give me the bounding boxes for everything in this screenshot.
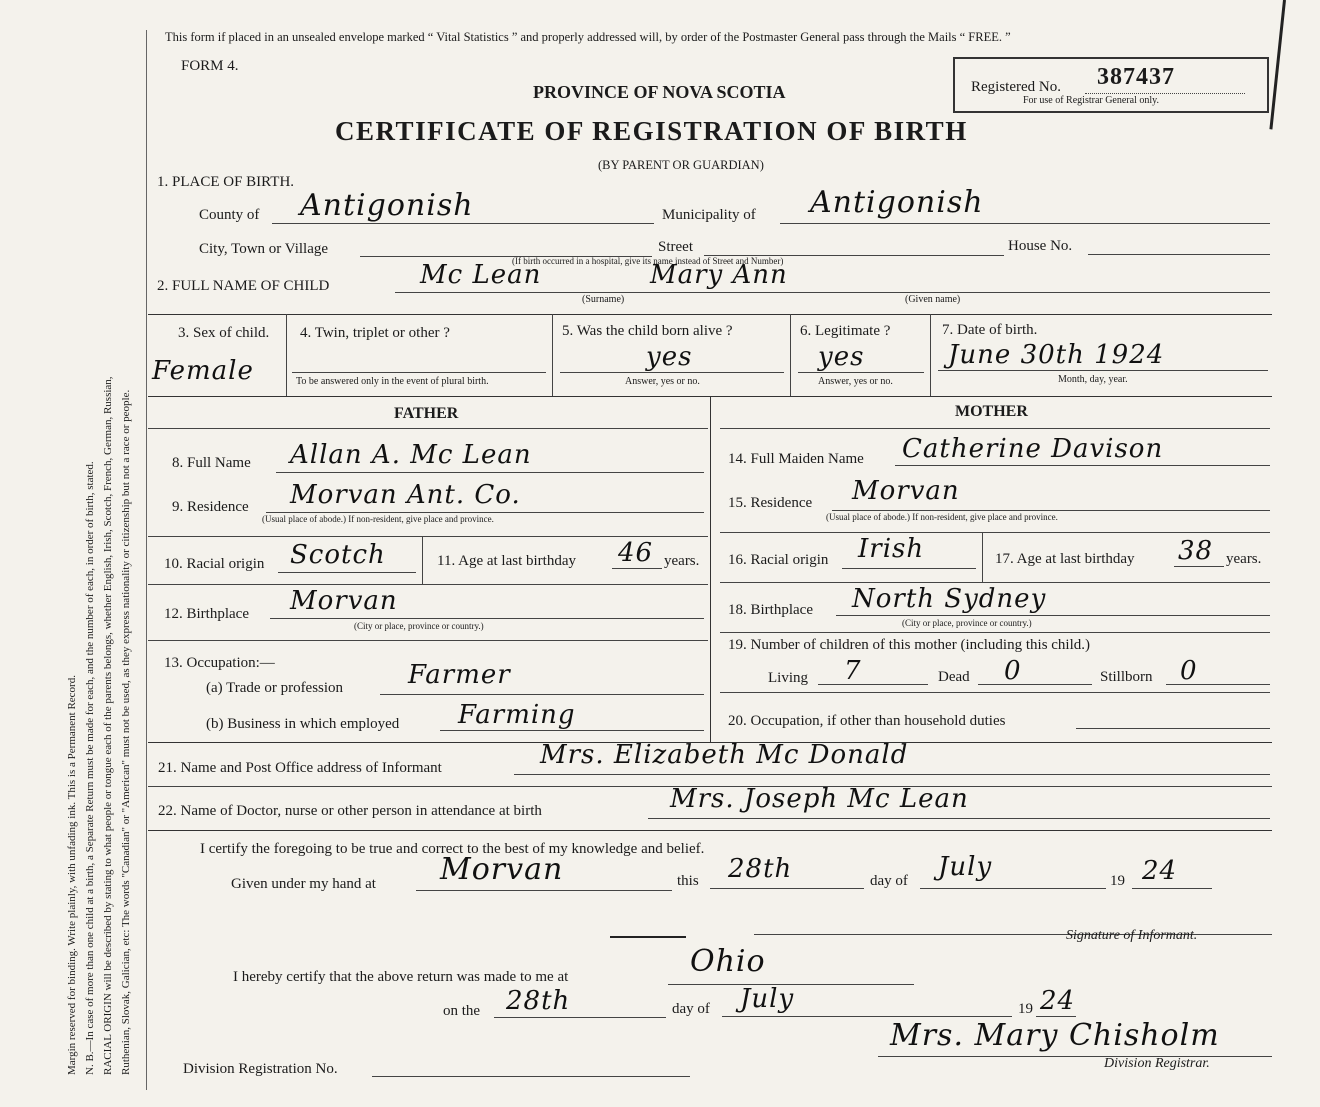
father-race-value: Scotch	[290, 540, 386, 570]
father-age-value: 46	[618, 538, 654, 568]
dead-label: Dead	[938, 669, 970, 685]
county-label: County of	[199, 207, 260, 223]
mother-age-label: 17. Age at last birthday	[995, 551, 1135, 567]
registered-label: Registered No.	[971, 79, 1061, 95]
dob-value: June 30th 1924	[948, 340, 1165, 370]
father-name-label: 8. Full Name	[172, 455, 251, 471]
certify-day-of-label: day of	[870, 873, 908, 889]
mother-years-label: years.	[1226, 551, 1262, 567]
place-label: 1. PLACE OF BIRTH.	[157, 174, 295, 190]
street-label: Street	[658, 239, 693, 255]
registrar-caption: Division Registrar.	[1104, 1056, 1210, 1071]
mother-birthplace-note: (City or place, province or country.)	[902, 618, 1032, 628]
registrar-place-value: Ohio	[690, 944, 766, 979]
alive-note: Answer, yes or no.	[625, 376, 700, 387]
dead-value: 0	[1004, 656, 1022, 686]
municipality-value: Antigonish	[810, 185, 984, 220]
father-age-label: 11. Age at last birthday	[437, 553, 576, 569]
certify-month-value: July	[938, 852, 993, 882]
alive-value: yes	[646, 342, 693, 372]
certify-statement: I certify the foregoing to be true and correct to the best of my knowledge and belief.	[200, 841, 705, 857]
child-surname: Mc Lean	[420, 260, 542, 290]
mother-race-value: Irish	[858, 534, 925, 564]
registered-box	[953, 57, 1269, 113]
informant-signature-caption: Signature of Informant.	[1066, 928, 1198, 943]
mother-birthplace-label: 18. Birthplace	[728, 602, 813, 618]
business-value: Farming	[458, 700, 576, 730]
house-label: House No.	[1008, 238, 1073, 254]
dob-label: 7. Date of birth.	[942, 322, 1038, 338]
father-residence-value: Morvan Ant. Co.	[290, 480, 521, 510]
mother-residence-value: Morvan	[852, 476, 960, 506]
margin-note-3: RACIAL ORIGIN will be described by stating to what people or tongue each of the parents belongs, whether English, Irish, Scotch, French, German, Russian,	[102, 376, 114, 1075]
county-value: Antigonish	[300, 188, 474, 223]
registered-number: 387437	[1097, 64, 1175, 90]
twin-note: To be answered only in the event of plural birth.	[296, 376, 489, 387]
child-given-name: Mary Ann	[650, 260, 788, 290]
surname-caption: (Surname)	[582, 294, 625, 305]
father-birthplace-label: 12. Birthplace	[164, 606, 249, 622]
sex-label: 3. Sex of child.	[178, 325, 270, 341]
business-label: (b) Business in which employed	[206, 716, 400, 732]
hospital-note: (If birth occurred in a hospital, give its name instead of Street and Number)	[512, 256, 784, 266]
mother-occupation-label: 20. Occupation, if other than household duties	[728, 713, 1006, 729]
father-occupation-label: 13. Occupation:—	[164, 655, 275, 671]
alive-label: 5. Was the child born alive ?	[562, 323, 733, 339]
dob-note: Month, day, year.	[1058, 374, 1128, 385]
legitimate-note: Answer, yes or no.	[818, 376, 893, 387]
stillborn-value: 0	[1180, 656, 1198, 686]
father-heading: FATHER	[394, 405, 459, 422]
father-birthplace-note: (City or place, province or country.)	[354, 621, 484, 631]
mother-residence-label: 15. Residence	[728, 495, 813, 511]
page-subtitle: (BY PARENT OR GUARDIAN)	[598, 158, 764, 172]
informant-value: Mrs. Elizabeth Mc Donald	[540, 740, 909, 770]
father-race-label: 10. Racial origin	[164, 556, 265, 572]
form-number: FORM 4.	[181, 58, 239, 74]
registrar-day-value: 28th	[506, 986, 571, 1016]
mail-notice: This form if placed in an unsealed envelope marked “ Vital Statistics ” and properly addressed will, by order of the Postmaster General pass through the Mails “ FREE. ”	[165, 30, 1011, 44]
living-value: 7	[844, 656, 862, 686]
mother-name-value: Catherine Davison	[902, 434, 1164, 464]
this-label: this	[677, 873, 699, 889]
page-title: CERTIFICATE OF REGISTRATION OF BIRTH	[335, 116, 968, 146]
twin-label: 4. Twin, triplet or other ?	[300, 325, 450, 341]
municipality-label: Municipality of	[662, 207, 756, 223]
mother-age-value: 38	[1178, 536, 1214, 566]
legitimate-value: yes	[818, 342, 865, 372]
doctor-value: Mrs. Joseph Mc Lean	[670, 784, 969, 814]
stillborn-label: Stillborn	[1100, 669, 1153, 685]
on-the-label: on the	[443, 1003, 481, 1019]
living-label: Living	[768, 670, 808, 686]
given-under-label: Given under my hand at	[231, 876, 376, 892]
father-name-value: Allan A. Mc Lean	[290, 440, 532, 470]
father-years-label: years.	[664, 553, 700, 569]
informant-label: 21. Name and Post Office address of Informant	[158, 760, 442, 776]
mother-name-label: 14. Full Maiden Name	[728, 451, 864, 467]
certify-year-value: 24	[1142, 856, 1178, 886]
mother-heading: MOTHER	[955, 403, 1028, 420]
doctor-label: 22. Name of Doctor, nurse or other person in attendance at birth	[158, 803, 542, 819]
given-place-value: Morvan	[440, 852, 564, 887]
registrar-statement: I hereby certify that the above return was made to me at	[233, 969, 569, 985]
mother-race-label: 16. Racial origin	[728, 552, 829, 568]
margin-note-1: Margin reserved for binding. Write plainly, with unfading ink. This is a Permanent Record.	[66, 675, 78, 1075]
father-residence-note: (Usual place of abode.) If non-resident, give place and province.	[262, 514, 494, 524]
children-label: 19. Number of children of this mother (including this child.)	[728, 637, 1091, 653]
legitimate-label: 6. Legitimate ?	[800, 323, 891, 339]
registrar-year-prefix: 19	[1018, 1001, 1033, 1017]
margin-note-2: N. B.—In case of more than one child at a birth, a Separate Return must be made for each, and the number of each, in order of birth, stated.	[84, 461, 96, 1075]
registrar-month-value: July	[740, 984, 795, 1014]
trade-label: (a) Trade or profession	[206, 680, 344, 696]
registrar-signature: Mrs. Mary Chisholm	[890, 1018, 1220, 1053]
division-registration-label: Division Registration No.	[183, 1061, 338, 1077]
father-residence-label: 9. Residence	[172, 499, 249, 515]
certify-day-value: 28th	[728, 854, 793, 884]
trade-value: Farmer	[408, 660, 511, 690]
child-name-label: 2. FULL NAME OF CHILD	[157, 278, 330, 294]
mother-birthplace-value: North Sydney	[852, 584, 1047, 614]
given-caption: (Given name)	[905, 294, 961, 305]
registrar-note: For use of Registrar General only.	[1023, 95, 1159, 106]
registrar-day-of-label: day of	[672, 1001, 710, 1017]
province-heading: PROVINCE OF NOVA SCOTIA	[533, 82, 786, 102]
certify-year-prefix: 19	[1110, 873, 1125, 889]
father-birthplace-value: Morvan	[290, 586, 398, 616]
city-label: City, Town or Village	[199, 241, 329, 257]
registrar-year-value: 24	[1040, 986, 1076, 1016]
sex-value: Female	[152, 356, 254, 386]
mother-residence-note: (Usual place of abode.) If non-resident, give place and province.	[826, 512, 1058, 522]
margin-note-4: Ruthenian, Slovak, Galician, etc: The words "Canadian" or "American" must not be used, as they express nationality or citizenship but not a race or people.	[120, 389, 132, 1075]
